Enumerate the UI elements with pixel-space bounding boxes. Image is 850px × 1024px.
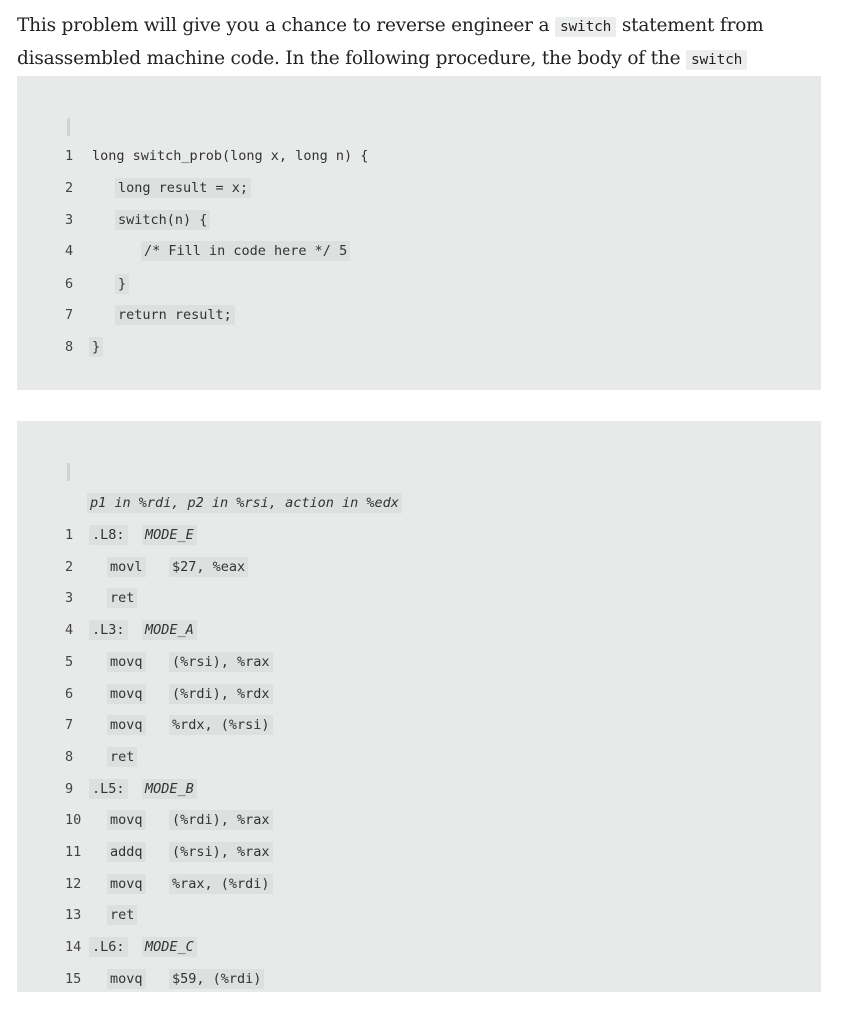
code-line <box>17 146 369 166</box>
line-number: 8 <box>65 749 74 765</box>
asm-mnemonic: ret <box>107 588 137 608</box>
line-number: 4 <box>65 622 74 638</box>
asm-operands: (%rdi), %rdx <box>169 684 273 704</box>
register-comment: p1 in %rdi, p2 in %rsi, action in %edx <box>87 493 402 513</box>
asm-operands: (%rsi), %rax <box>169 842 273 862</box>
code-line <box>17 305 232 325</box>
code-line <box>17 178 249 198</box>
asm-mnemonic: addq <box>107 842 146 862</box>
asm-mode-comment: MODE_C <box>142 937 197 957</box>
line-number: 1 <box>65 148 74 164</box>
code-line <box>17 241 348 261</box>
block-marker <box>67 463 70 481</box>
line-number: 9 <box>65 781 74 797</box>
line-number: 14 <box>65 939 82 955</box>
code-text: } <box>89 337 103 357</box>
asm-mnemonic: movq <box>107 874 146 894</box>
asm-mnemonic: movq <box>107 715 146 735</box>
code-text: long result = x; <box>115 178 251 198</box>
asm-mode-comment: MODE_A <box>142 620 197 640</box>
asm-operands: %rax, (%rdi) <box>169 874 273 894</box>
line-number: 6 <box>65 686 74 702</box>
code-line <box>17 274 127 294</box>
asm-label: .L8: <box>89 525 128 545</box>
asm-mnemonic: movq <box>107 684 146 704</box>
intro-text-1: This problem will give you a chance to reverse engineer a <box>17 15 555 36</box>
line-number: 2 <box>65 559 74 575</box>
line-number: 3 <box>65 212 74 228</box>
line-number: 7 <box>65 717 74 733</box>
asm-mnemonic: movq <box>107 652 146 672</box>
line-number: 1 <box>65 527 74 543</box>
line-number: 13 <box>65 907 82 923</box>
code-text: /* Fill in code here */ 5 <box>141 241 350 261</box>
code-text: } <box>115 274 129 294</box>
asm-mnemonic: ret <box>107 905 137 925</box>
code-text: switch(n) { <box>115 210 210 230</box>
code-line <box>17 210 208 230</box>
intro-text-2: statement from disassembled machine code. In the following procedure, the body of the <box>17 15 764 69</box>
line-number: 5 <box>65 654 74 670</box>
asm-operands: $27, %eax <box>169 557 248 577</box>
asm-operands: (%rsi), %rax <box>169 652 273 672</box>
asm-label: .L3: <box>89 620 128 640</box>
line-number: 4 <box>65 243 74 259</box>
line-number: 12 <box>65 876 82 892</box>
line-number: 6 <box>65 276 74 292</box>
asm-mode-comment: MODE_E <box>142 525 197 545</box>
asm-mnemonic: movl <box>107 557 146 577</box>
switch-keyword-1: switch <box>555 17 616 37</box>
line-number: 7 <box>65 307 74 323</box>
c-code-block <box>17 76 821 390</box>
code-text: long switch_prob(long x, long n) { <box>92 148 369 164</box>
assembly-code-block <box>17 421 821 992</box>
code-line <box>17 337 101 357</box>
asm-operands: $59, (%rdi) <box>169 969 264 989</box>
asm-operands: (%rdi), %rax <box>169 810 273 830</box>
switch-keyword-2: switch <box>686 50 747 70</box>
asm-label: .L6: <box>89 937 128 957</box>
asm-mnemonic: ret <box>107 747 137 767</box>
asm-mode-comment: MODE_B <box>142 779 197 799</box>
code-text: return result; <box>115 305 235 325</box>
line-number: 8 <box>65 339 74 355</box>
line-number: 11 <box>65 844 82 860</box>
line-number: 3 <box>65 590 74 606</box>
asm-mnemonic: movq <box>107 969 146 989</box>
line-number: 10 <box>65 812 82 828</box>
asm-mnemonic: movq <box>107 810 146 830</box>
asm-header-line <box>17 493 399 513</box>
line-number: 2 <box>65 180 74 196</box>
block-marker <box>67 118 70 136</box>
line-number: 15 <box>65 971 82 987</box>
asm-operands: %rdx, (%rsi) <box>169 715 273 735</box>
asm-label: .L5: <box>89 779 128 799</box>
